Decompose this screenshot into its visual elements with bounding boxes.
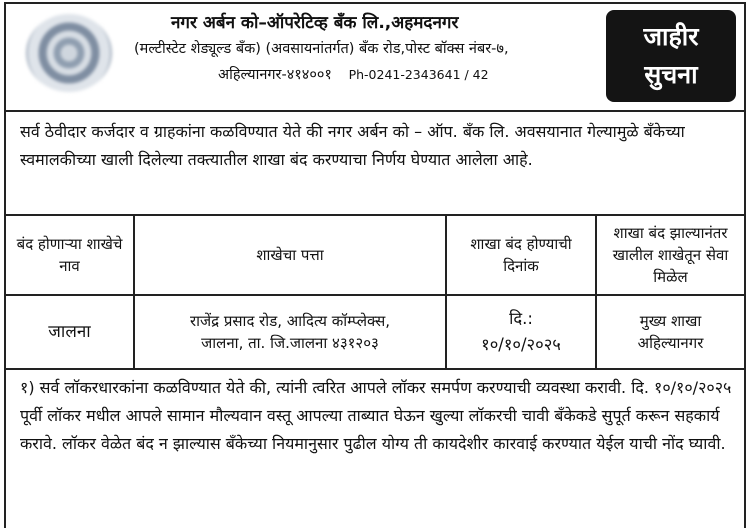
bank-city-pin: अहिल्यानगर-४१४००१ [218, 67, 332, 83]
service-line1: मुख्य शाखा [639, 312, 702, 330]
badge-line2: सुचना [644, 60, 698, 89]
cell-address [134, 295, 446, 369]
cell-branch-name: जालना [6, 295, 134, 369]
intro-paragraph: सर्व ठेवीदार कर्जदार व ग्राहकांना कळविण्यात येते की नगर अर्बन को – ऑप. बँक लि. अवसयानात गेल्यामुळे बँकेच्या स्वमालकीच्या खाली दिलेल्या तक्त्यातील शाखा बंद करण्याचा निर्णय घेण्यात आलेला आहे. [6, 112, 744, 216]
badge-line1: जाहीर [643, 22, 699, 51]
cell-close-date [446, 295, 596, 369]
date-prefix: दि.: [509, 309, 533, 328]
header-close-date: शाखा बंद होण्याची दिनांक [446, 216, 596, 295]
notice-header [6, 4, 744, 112]
locker-note: १) सर्व लॉकरधारकांना कळविण्यात येते की, त्यांनी त्वरित आपले लॉकर समर्पण करण्याची व्यवस्था करावी. दि. १०/१०/२०२५ पूर्वी लॉकर मधील आपले सामान मौल्यवान वस्तू आपल्या ताब्यात घेऊन खुल्या लॉकरची चावी बँकेकडे सुपूर्त करून सहकार्य करावे. लॉकर वेळेत बंद न झाल्यास बँकेच्या नियमानुसार पुढील योग्य ती कायदेशीर कारवाई करण्यात येईल याची नोंद घ्यावी. [20, 378, 732, 453]
cell-service-branch [596, 295, 744, 369]
header-branch-name: बंद होणाऱ्या शाखेचे नाव [6, 216, 134, 295]
bank-name: नगर अर्बन को–ऑपरेटिव्ह बँक लि.,अहमदनगर [171, 13, 459, 33]
header-address: शाखेचा पत्ता [134, 216, 446, 295]
public-notice [4, 2, 746, 528]
table-header-row [6, 216, 744, 295]
branch-closure-table [6, 216, 744, 370]
table-row [6, 295, 744, 369]
bank-phone: Ph-0241-2343641 / 42 [348, 67, 489, 82]
bank-logo [26, 14, 112, 92]
header-service-branch: शाखा बंद झाल्यानंतर खालील शाखेतून सेवा मिळेल [596, 216, 744, 295]
address-line2: जालना, ता. जि.जालना ४३१२०३ [201, 334, 379, 352]
notice-badge [606, 10, 736, 102]
date-value: १०/१०/२०२५ [481, 335, 561, 354]
bank-address-line2 [218, 64, 489, 84]
address-line1: राजेंद्र प्रसाद रोड, आदित्य कॉम्प्लेक्स, [190, 312, 390, 330]
service-line2: अहिल्यानगर [637, 334, 704, 352]
bank-address-line1: (मल्टीस्टेट शेड्यूल्ड बँक) (अवसायनांतर्गत) बँक रोड,पोस्ट बॉक्स नंबर-७, [134, 41, 509, 57]
